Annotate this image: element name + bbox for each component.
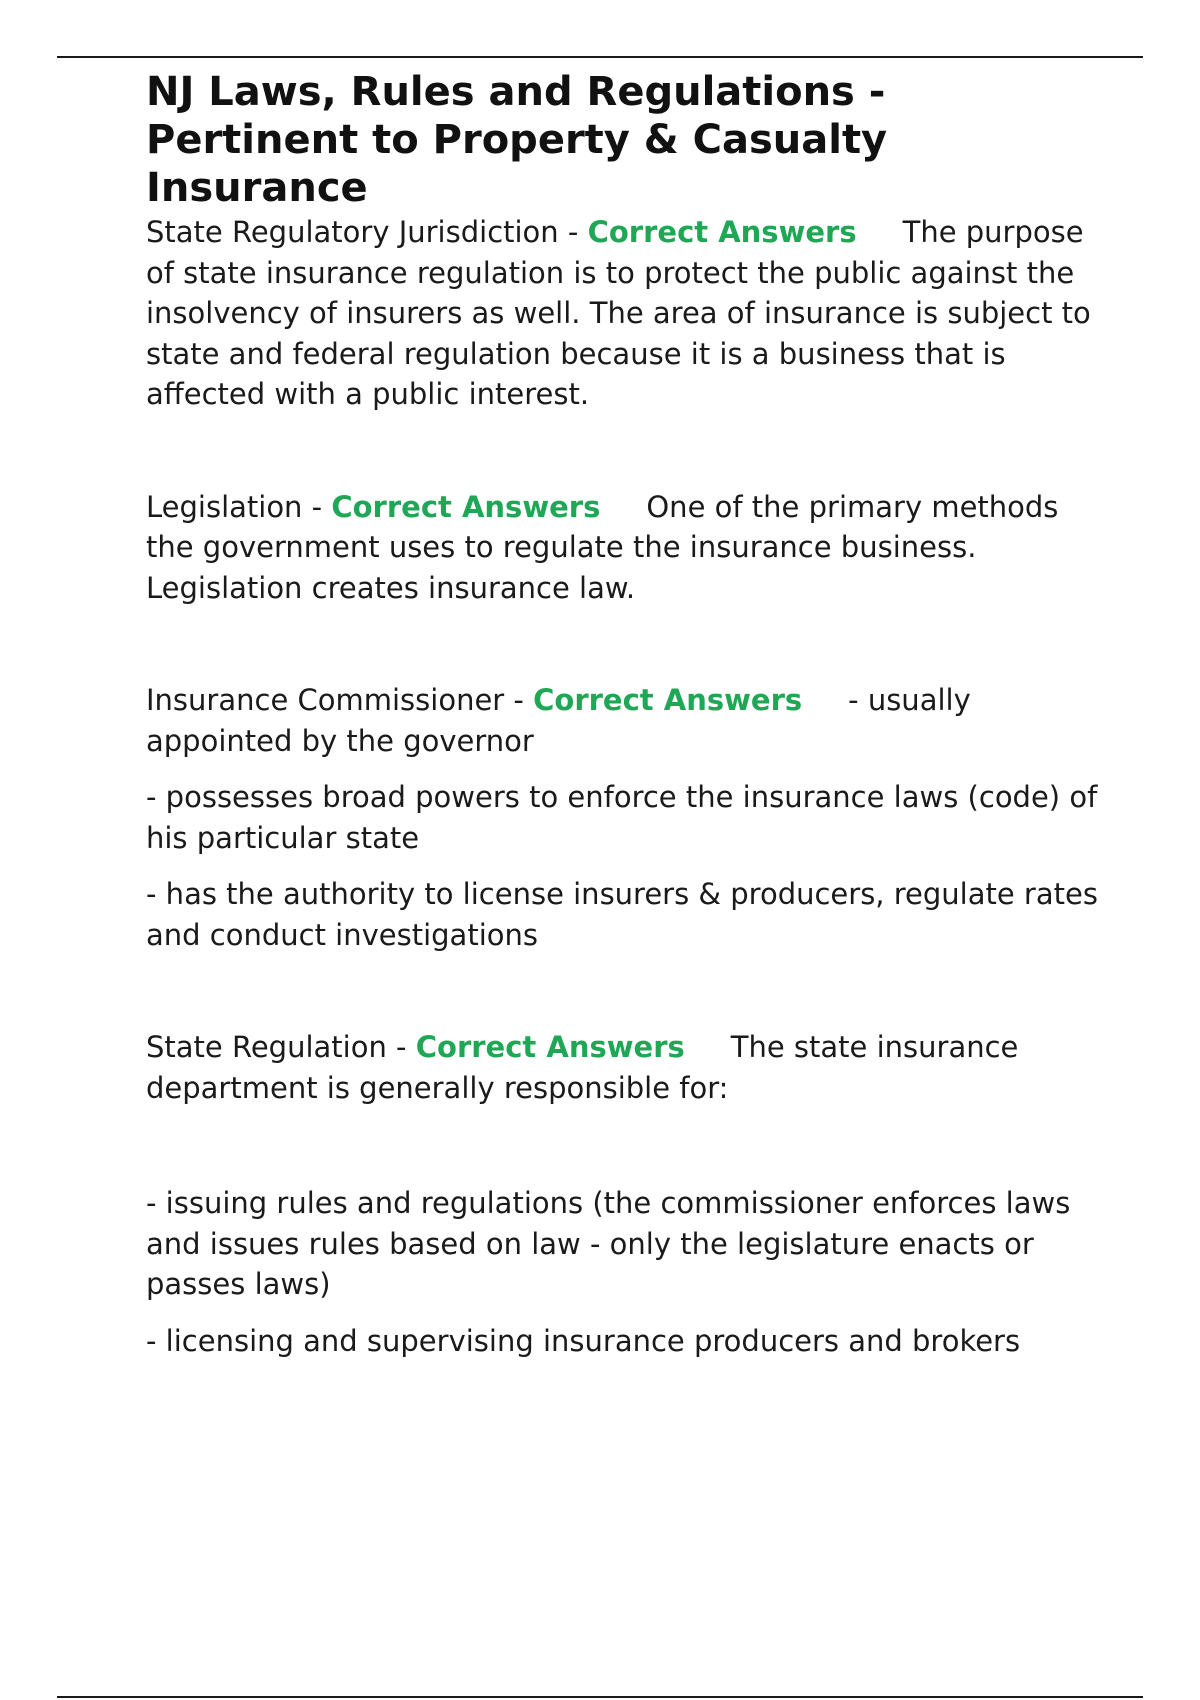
bullet-item: - licensing and supervising insurance producers and brokers [146, 1323, 1021, 1358]
qa-entry-text [146, 212, 1106, 415]
qa-entry-text [146, 680, 1106, 761]
top-rule [57, 56, 1143, 58]
entry-term: Insurance Commissioner - [146, 683, 534, 717]
correct-answers-marker: Correct Answers [331, 489, 601, 524]
bullet-item: - issuing rules and regulations (the commissioner enforces laws and issues rules based on law - only the legislature enacts or passes laws) [146, 1186, 1071, 1301]
bullet-item: - possesses broad powers to enforce the insurance laws (code) of his particular state [146, 780, 1098, 855]
document-body [146, 68, 1106, 1361]
qa-entry-legislation [146, 487, 1106, 609]
qa-entry-text [146, 1027, 1106, 1108]
qa-entry-insurance-commissioner [146, 680, 1106, 955]
correct-answers-marker: Correct Answers [533, 683, 803, 717]
bottom-rule [57, 1696, 1143, 1698]
bullet-item: - has the authority to license insurers & producers, regulate rates and conduct investigations [146, 877, 1098, 952]
qa-entry-state-regulatory-jurisdiction [146, 212, 1106, 415]
entry-answer: The state insurance department is generally responsible for: [146, 1030, 1019, 1105]
entry-term: Legislation - [146, 489, 332, 524]
qa-entry-text [146, 487, 1106, 609]
qa-entry-state-regulation [146, 1027, 1106, 1361]
correct-answers-marker: Correct Answers [415, 1030, 685, 1064]
entry-term: State Regulatory Jurisdiction - [146, 215, 588, 249]
correct-answers-marker: Correct Answers [587, 215, 857, 249]
entry-answer: - usually appointed by the governor [146, 683, 971, 758]
entry-term: State Regulation - [146, 1030, 416, 1064]
entry-answer: One of the primary methods the government uses to regulate the insurance business. Legislation creates insurance law. [146, 489, 1059, 605]
document-title: NJ Laws, Rules and Regulations - Pertinent to Property & Casualty Insurance [146, 69, 888, 211]
entry-answer: The purpose of state insurance regulation is to protect the public against the insolvency of insurers as well. The area of insurance is subject to state and federal regulation because it is a business that is affected with a public interest. [146, 215, 1091, 411]
